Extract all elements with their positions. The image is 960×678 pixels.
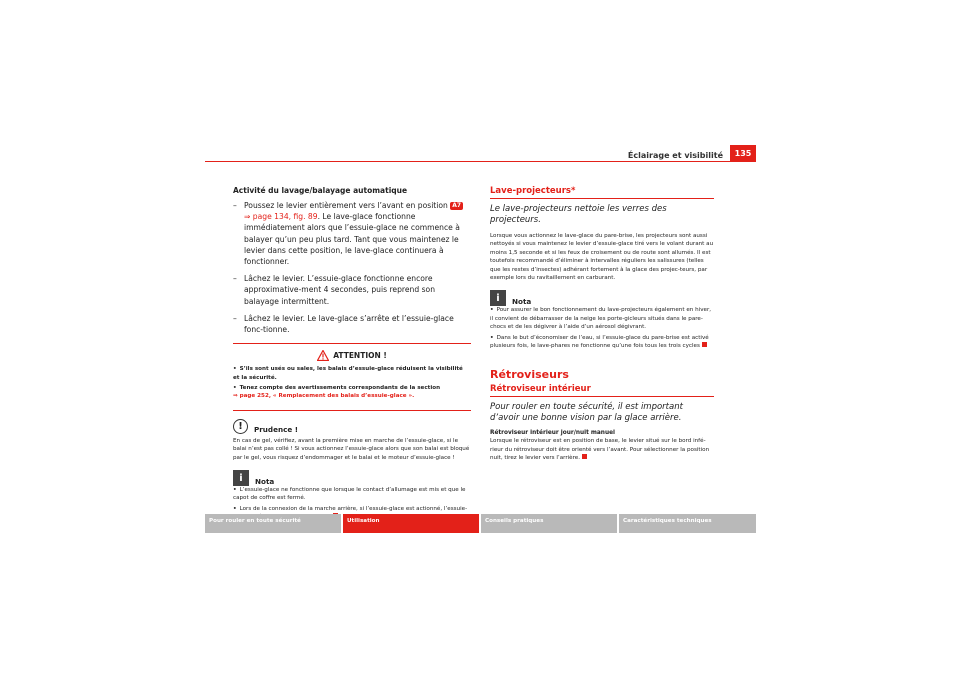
step-list: [233, 200, 471, 335]
info-note-icon: i: [233, 470, 249, 486]
attention-bullet: • S’ils sont usés ou sales, les balais d’essuie-glace réduisent la visibilité et la sécurité.: [233, 366, 463, 381]
subheading-lavage: Activité du lavage/balayage automatique: [233, 186, 408, 195]
step-text-rest: . Le lave-glace fonctionne immédiatement alors que l’essuie-glace ne commence à balayer qu’un peu plus tard. Tant que vous maintenez le levier dans cette position, le lave-glace continuera à fonctionner.: [244, 212, 460, 267]
footer-tab-caracteristiques[interactable]: Caractéristiques techniques: [619, 514, 756, 533]
nota-bullet: • Lors de la connexion de la marche arrière, si l’essuie-glace est actionné, l’essuie-: [233, 505, 471, 522]
prudence-heading: ! Prudence !: [233, 419, 471, 434]
header-rule: [205, 161, 756, 162]
list-item: [233, 200, 471, 267]
section-heading-retroviseurs: Rétroviseurs: [490, 368, 569, 382]
attention-title: ATTENTION !: [333, 351, 387, 361]
section-end-mark: [582, 454, 587, 459]
list-item: – Lâchez le levier. Le lave-glace s’arrête et l’essuie-glace fonc-tionne.: [233, 313, 471, 335]
list-item: – Lâchez le levier. L’essuie-glace fonctionne encore approximative-ment 4 secondes, puis reprend son balayage intermittent.: [233, 273, 471, 307]
footer-tab-conseils[interactable]: Conseils pratiques: [481, 514, 617, 533]
page-link[interactable]: ⇒ page 134, fig. 89: [244, 212, 318, 222]
lead-text: Pour rouler en toute sécurité, il est important d’avoir une bonne vision par la glace arrière.: [490, 402, 683, 424]
section-end-mark: [702, 342, 707, 347]
attention-bullet: • Tenez compte des avertissements correspondants de la section ⇒ page 252, « Remplacement des balais d’essuie-glace ».: [233, 385, 441, 400]
page-link[interactable]: ⇒ page 252, « Remplacement des balais d’essuie-glace ».: [233, 393, 415, 400]
nota-bullet: • L’essuie-glace ne fonctionne que lorsque le contact d’allumage est mis et que le capot de coffre est fermé.: [233, 487, 466, 502]
footer-tab-securite[interactable]: Pour rouler en toute sécurité: [205, 514, 341, 533]
retro-text: Lorsque le rétroviseur est en position de base, le levier situé sur le bord infé-rieur du rétroviseur doit être orienté vers l’avant. Pour sélectionner la position nuit, tirez le levier vers l’arrière.: [490, 438, 710, 462]
warning-triangle-icon: [317, 350, 329, 361]
running-header: Éclairage et visibilité: [627, 151, 723, 160]
prudence-text: En cas de gel, vérifiez, avant la première mise en marche de l’essuie-glace, si le balai n’est pas collé ! Si vous actionnez l’essuie-glace alors que son balai est bloqué par le gel, vous risquez d’endommager et le balai et le moteur d’essuie-glace !: [233, 437, 470, 461]
exclamation-icon: !: [233, 419, 248, 434]
left-column: [233, 186, 471, 524]
nota-bullet: • Pour assurer le bon fonctionnement du lave-projecteurs également en hiver, il convient de débarrasser de la neige les porte-gicleurs situés dans le pare-chocs et de les dégivrer à l’aide d’un aérosol dégivrant.: [490, 307, 712, 331]
info-note-icon: i: [490, 290, 506, 306]
attention-heading: [233, 350, 471, 361]
nota-heading: i Nota: [233, 470, 471, 486]
step-text: Poussez le levier entièrement vers l’avant en position: [244, 201, 451, 210]
subsection-heading-retroviseur-interieur: Rétroviseur intérieur: [490, 384, 714, 397]
lead-text: Le lave-projecteurs nettoie les verres des projecteurs.: [490, 204, 667, 225]
section-heading-lave-projecteurs: Lave-projecteurs*: [490, 186, 714, 199]
footer-tab-utilisation[interactable]: Utilisation: [343, 514, 479, 533]
nota-heading: i Nota: [490, 290, 714, 306]
lave-text: Lorsque vous actionnez le lave-glace du pare-brise, les projecteurs sont aussi nettoyés si vous maintenez le levier d’essuie-glace tiré vers le volant durant au moins 1,5 seconde et si les feux de croisement ou de route sont allumés. Il est toutefois recommandé d’éliminer à intervalles réguliers les salissures (telles que les restes d’insectes) adhérant fortement à la glace des projec-teurs, par exemple lors du ravitaillement en carburant.: [490, 233, 714, 282]
subheading-jour-nuit: Rétroviseur intérieur jour/nuit manuel: [490, 430, 615, 437]
right-column: [490, 186, 714, 463]
position-badge: A7: [452, 202, 462, 209]
nota-bullet: • Dans le but d’économiser de l’eau, si l’essuie-glace du pare-brise est activé plusieurs fois, le lave-phares ne fonctionne qu’une fois tous les trois cycles: [490, 334, 709, 350]
attention-box: [233, 343, 471, 411]
page-number: 135: [730, 145, 756, 162]
